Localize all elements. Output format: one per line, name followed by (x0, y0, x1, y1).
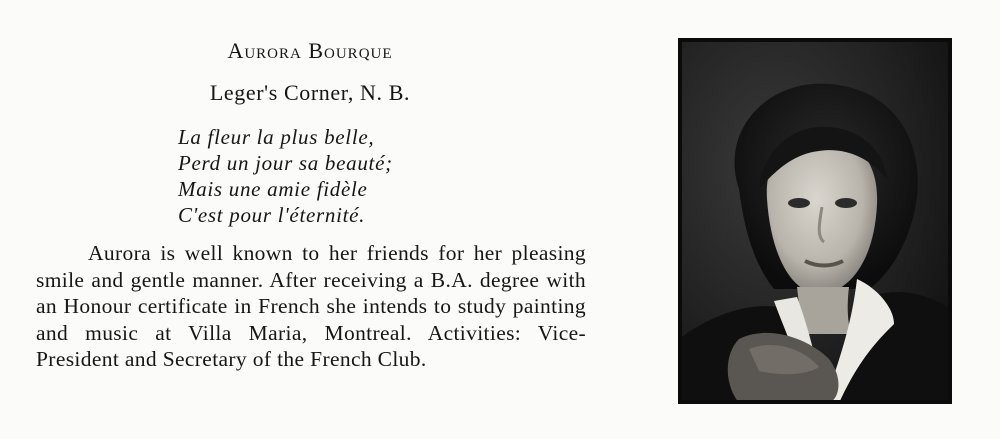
poem (178, 124, 393, 228)
poem-line: Perd un jour sa beauté; (178, 151, 393, 175)
poem-line: Mais une amie fidèle (178, 177, 368, 201)
biography-text: Aurora is well known to her friends for her pleasing smile and gentle manner. After receiving a B.A. degree with an Honour certificate in French she intends to study painting and music at Villa Maria, Montreal. Activities: Vice-President and Secretary of the French Club. (36, 241, 586, 371)
hometown: Leger's Corner, N. B. (209, 80, 411, 105)
portrait-photo-icon (679, 39, 951, 403)
portrait-photo (678, 38, 952, 404)
biography (36, 240, 586, 373)
poem-line: La fleur la plus belle, (178, 125, 375, 149)
student-name: Aurora Bourque (227, 38, 393, 63)
poem-line: C'est pour l'éternité. (178, 203, 366, 227)
